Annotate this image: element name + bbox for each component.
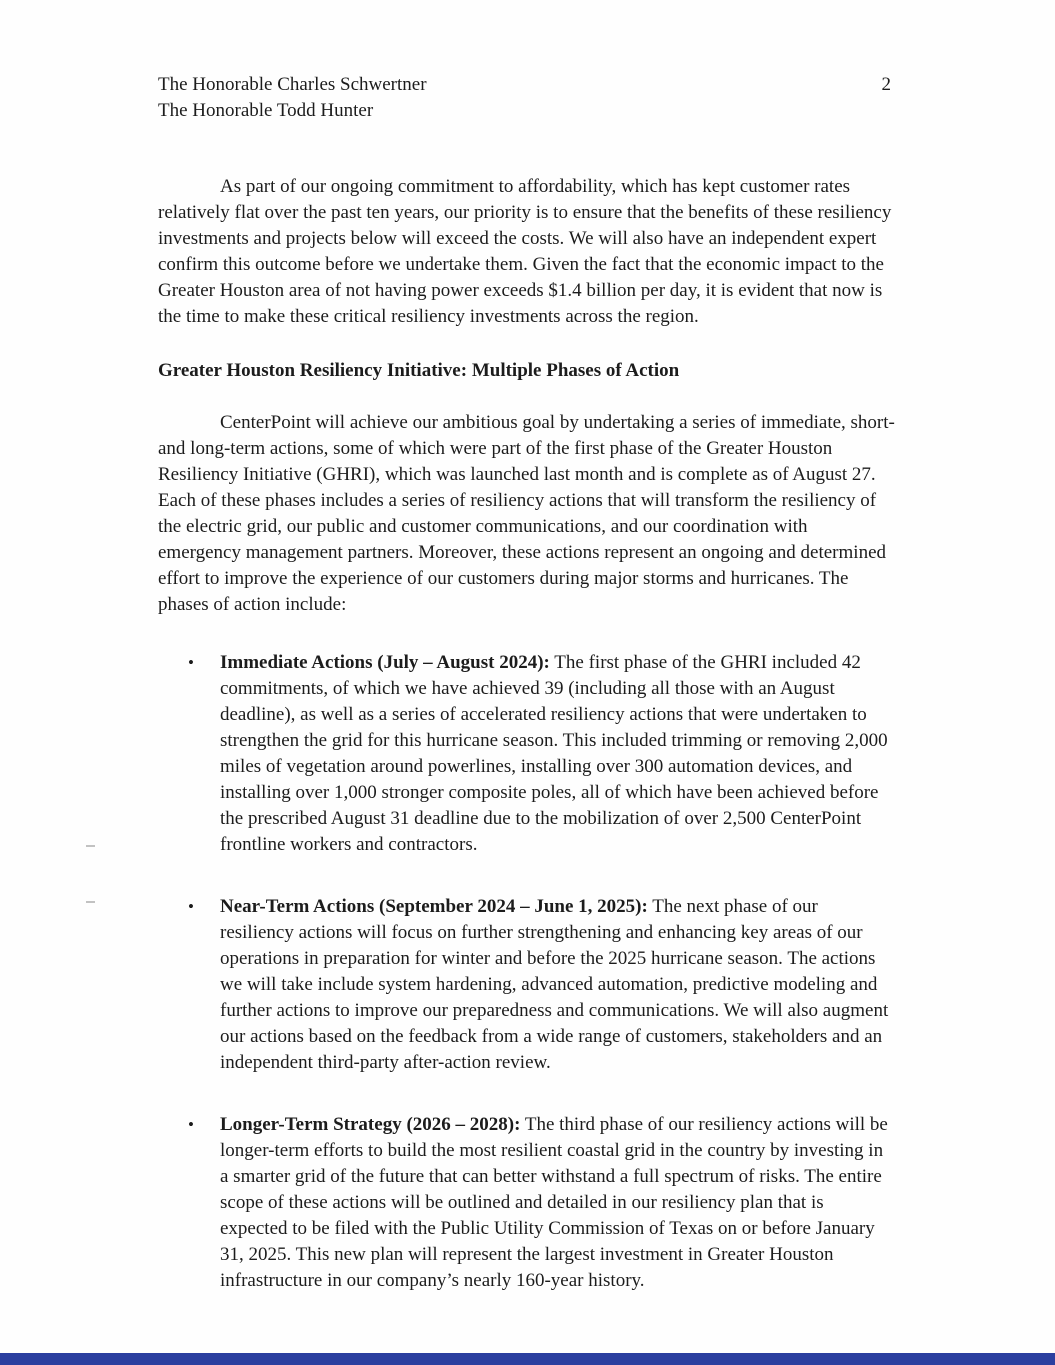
bullet-lead: Immediate Actions (July – August 2024): — [220, 652, 550, 673]
bullet-item-near-term-actions — [188, 894, 895, 1076]
paragraph-ghri-overview: CenterPoint will achieve our ambitious goal by undertaking a series of immediate, short- and long-term actions, some of which were part of the first phase of the Greater Houston Resiliency Initiative (GHRI), which was launched last month and is complete as of August 27. Each of these phases includes a series of resiliency actions that will transform the resiliency of the electric grid, our public and customer communications, and our coordination with emergency management partners. Moreover, these actions represent an ongoing and determined effort to improve the experience of our customers during major storms and hurricanes. The phases of action include: — [158, 412, 895, 615]
bullet-icon: • — [188, 1115, 194, 1134]
bullet-item-immediate-actions — [188, 650, 895, 858]
scan-artifact — [86, 845, 95, 847]
section-heading: Greater Houston Resiliency Initiative: Multiple Phases of Action — [158, 360, 680, 381]
bullet-item-longer-term-strategy — [188, 1112, 895, 1294]
addressee-block — [158, 72, 427, 124]
bullet-icon: • — [188, 653, 194, 672]
scan-edge-bar — [0, 1353, 1055, 1365]
bullet-body: The first phase of the GHRI included 42 commitments, of which we have achieved 39 (including all those with an August deadline), as well as a series of accelerated resiliency actions that were undertaken to strengthen the grid for this hurricane season. This included trimming or removing 2,000 miles of vegetation around powerlines, installing over 300 automation devices, and installing over 1,000 stronger composite poles, all of which have been achieved before the prescribed August 31 deadline due to the mobilization of over 2,500 CenterPoint frontline workers and contractors. — [220, 652, 888, 855]
phases-bullet-list — [158, 650, 895, 1294]
addressee-line-1: The Honorable Charles Schwertner — [158, 74, 427, 95]
scan-artifact — [86, 901, 95, 903]
paragraph-affordability: As part of our ongoing commitment to affordability, which has kept customer rates relatively flat over the past ten years, our priority is to ensure that the benefits of these resiliency investments and projects below will exceed the costs. We will also have an independent expert confirm this outcome before we undertake them. Given the fact that the economic impact to the Greater Houston area of not having power exceeds $1.4 billion per day, it is evident that now is the time to make these critical resiliency investments across the region. — [158, 176, 892, 327]
bullet-icon: • — [188, 897, 194, 916]
page-number: 2 — [881, 74, 891, 95]
page-content — [158, 72, 895, 1294]
bullet-lead: Longer-Term Strategy (2026 – 2028): — [220, 1114, 521, 1135]
bullet-body: The next phase of our resiliency actions will focus on further strengthening and enhancing key areas of our operations in preparation for winter and before the 2025 hurricane season. The actions we will take include system hardening, advanced automation, predictive modeling and further actions to improve our preparedness and communications. We will also augment our actions based on the feedback from a wide range of customers, stakeholders and an independent third-party after-action review. — [220, 896, 889, 1073]
bullet-body: The third phase of our resiliency actions will be longer-term efforts to build the most resilient coastal grid in the country by investing in a smarter grid of the future that can better withstand a full spectrum of risks. The entire scope of these actions will be outlined and detailed in our resiliency plan that is expected to be filed with the Public Utility Commission of Texas on or before January 31, 2025. This new plan will represent the largest investment in Greater Houston infrastructure in our company’s nearly 160-year history. — [220, 1114, 888, 1291]
bullet-lead: Near-Term Actions (September 2024 – June 1, 2025): — [220, 896, 648, 917]
page-header — [158, 72, 895, 124]
addressee-line-2: The Honorable Todd Hunter — [158, 100, 374, 121]
